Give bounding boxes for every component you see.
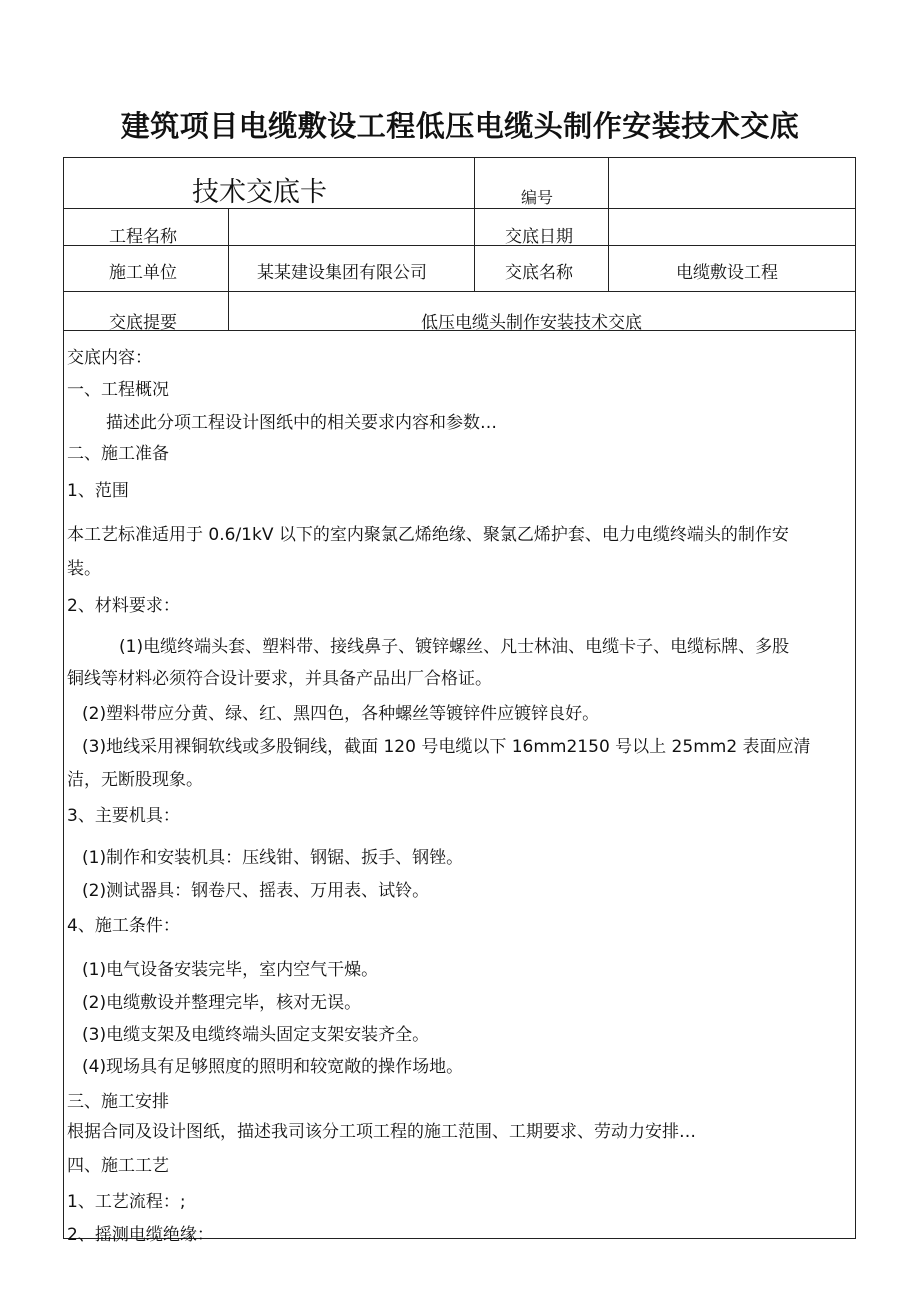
section-text: 装。 bbox=[67, 559, 101, 579]
list-item: (1)电缆终端头套、塑料带、接线鼻子、镀锌螺丝、凡士林油、电缆卡子、电缆标牌、多股 bbox=[119, 637, 790, 657]
subsection-heading: 2、摇测电缆绝缘： bbox=[67, 1225, 214, 1245]
name-label: 交底名称 bbox=[505, 263, 573, 283]
date-label: 交底日期 bbox=[505, 227, 573, 247]
summary-label: 交底提要 bbox=[109, 313, 177, 333]
section-text: 描述此分项工程设计图纸中的相关要求内容和参数… bbox=[106, 413, 497, 433]
list-item: (2)塑料带应分黄、绿、红、黑四色，各种螺丝等镀锌件应镀锌良好。 bbox=[82, 704, 600, 724]
section-text: 本工艺标准适用于 0.6/1kV 以下的室内聚氯乙烯绝缘、聚氯乙烯护套、电力电缆终端头的制作安 bbox=[67, 525, 789, 545]
grid-line bbox=[474, 158, 475, 292]
section-heading: 二、施工准备 bbox=[67, 444, 169, 464]
list-item: 洁，无断股现象。 bbox=[67, 770, 203, 790]
subsection-heading: 4、施工条件： bbox=[67, 916, 180, 936]
disclosure-sheet bbox=[63, 157, 856, 1245]
code-label: 编号 bbox=[521, 188, 554, 207]
list-item: (1)电气设备安装完毕，室内空气干燥。 bbox=[82, 960, 379, 980]
section-heading: 一、工程概况 bbox=[67, 380, 169, 400]
grid-line bbox=[64, 245, 855, 246]
subsection-heading: 1、范围 bbox=[67, 481, 129, 501]
unit-value: 某某建设集团有限公司 bbox=[257, 263, 427, 283]
grid-line bbox=[64, 208, 855, 209]
section-text: 根据合同及设计图纸，描述我司该分工项工程的施工范围、工期要求、劳动力安排… bbox=[67, 1122, 696, 1142]
list-item: (1)制作和安装机具：压线钳、钢锯、扳手、钢锉。 bbox=[82, 848, 464, 868]
list-item: (2)测试器具：钢卷尺、摇表、万用表、试铃。 bbox=[82, 881, 430, 901]
list-item: (3)地线采用裸铜软线或多股铜线，截面 120 号电缆以下 16mm2150 号以上 25mm2 表面应清 bbox=[82, 737, 811, 757]
section-heading: 四、施工工艺 bbox=[67, 1156, 169, 1176]
subsection-heading: 2、材料要求： bbox=[67, 596, 180, 616]
section-heading: 三、施工安排 bbox=[67, 1092, 169, 1112]
document-title: 建筑项目电缆敷设工程低压电缆头制作安装技术交底 bbox=[120, 109, 800, 143]
list-item: (2)电缆敷设并整理完毕，核对无误。 bbox=[82, 993, 362, 1013]
grid-line bbox=[608, 158, 609, 292]
card-title: 技术交底卡 bbox=[192, 177, 327, 208]
name-value: 电缆敷设工程 bbox=[676, 263, 778, 283]
unit-label: 施工单位 bbox=[109, 263, 177, 283]
grid-line bbox=[64, 291, 855, 292]
summary-value: 低压电缆头制作安装技术交底 bbox=[421, 313, 642, 333]
list-item: 铜线等材料必须符合设计要求，并具备产品出厂合格证。 bbox=[67, 669, 492, 689]
grid-line bbox=[228, 208, 229, 331]
content-label: 交底内容： bbox=[67, 348, 152, 368]
project-name-label: 工程名称 bbox=[109, 227, 177, 247]
subsection-heading: 3、主要机具： bbox=[67, 806, 180, 826]
subsection-heading: 1、工艺流程：; bbox=[67, 1192, 186, 1212]
list-item: (3)电缆支架及电缆终端头固定支架安装齐全。 bbox=[82, 1025, 430, 1045]
list-item: (4)现场具有足够照度的照明和较宽敞的操作场地。 bbox=[82, 1057, 464, 1077]
